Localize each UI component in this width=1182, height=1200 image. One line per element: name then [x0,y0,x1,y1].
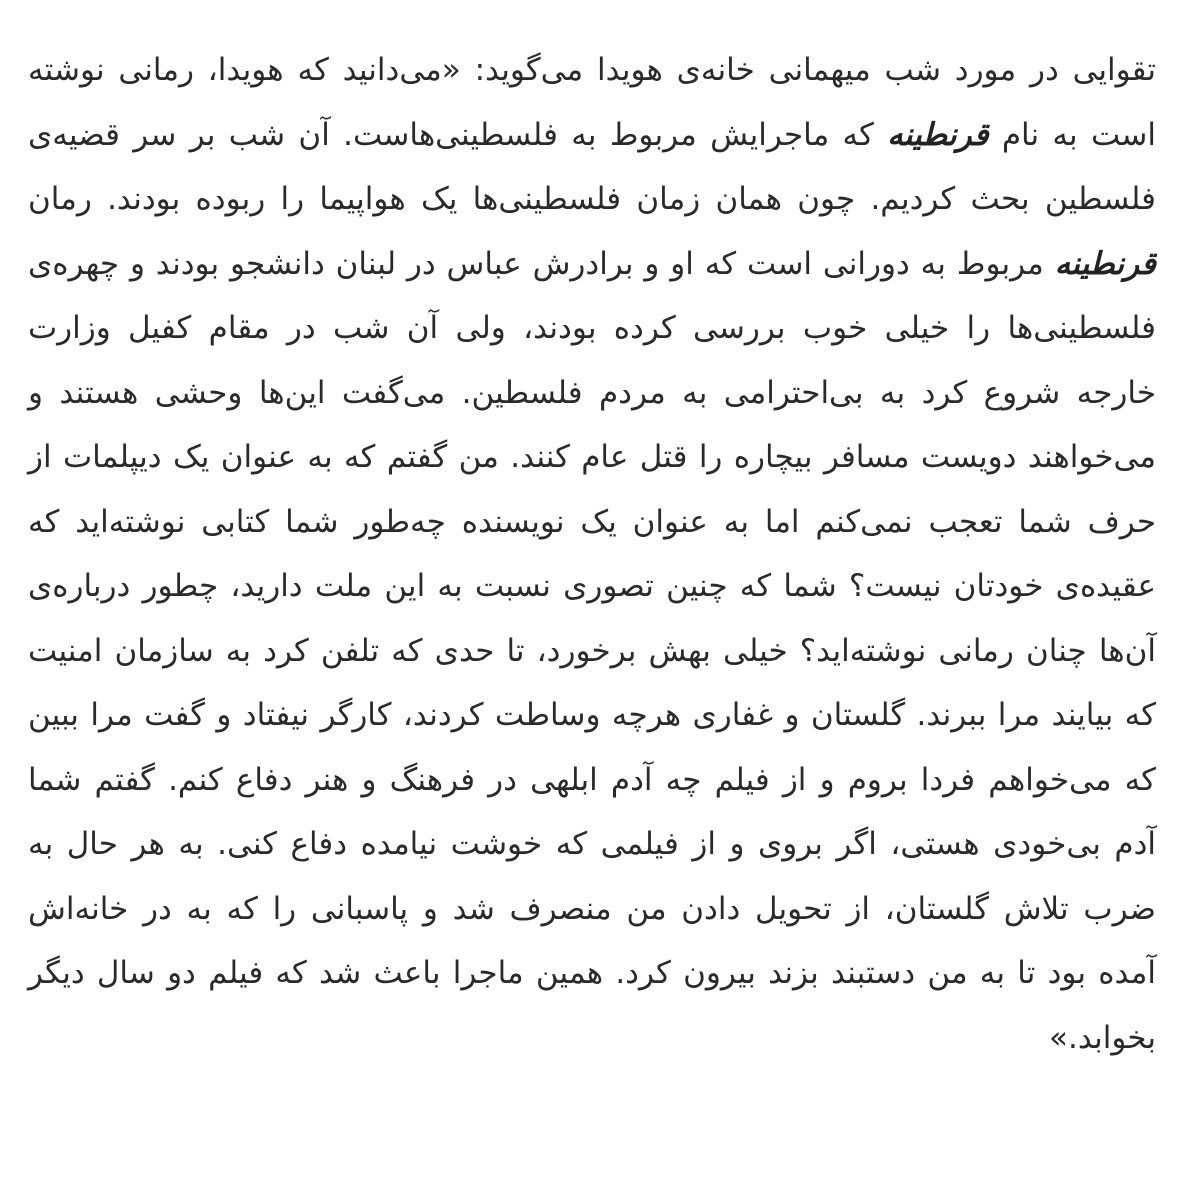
book-title-emphasis: قرنطینه [887,116,989,153]
paragraph-text-part-2: که ماجرایش مربوط به فلسطینی‌هاست. آن شب بر سر قضیه‌ی فلسطین بحث کردیم. چون همان زمان فلسطینی‌ها یک هواپیما را ربوده بودند. رمان [28,116,1156,217]
book-title-emphasis-2: قرنطینه [1054,245,1156,282]
paragraph-text-part-3: مربوط به دورانی است که او و برادرش عباس در لبنان دانشجو بودند و چهره‌ی فلسطینی‌ها را خیلی خوب بررسی کرده بودند، ولی آن شب در مقام کفیل وزارت خارجه شروع کرد به بی‌احترامی به مردم فلسطین. می‌گفت این‌ها وحشی هستند و می‌خواهند دویست مسافر بیچاره را قتل عام کنند. من گفتم که به عنوان یک دیپلمات از حرف شما تعجب نمی‌کنم اما به عنوان یک نویسنده چه‌طور شما کتابی نوشته‌اید که عقیده‌ی خودتان نیست؟ شما که چنین تصوری نسبت به این ملت دارید، چطور درباره‌ی آن‌ها چنان رمانی نوشته‌اید؟ خیلی بهش برخورد، تا حدی که تلفن کرد به سازمان امنیت که بیایند مرا ببرند. گلستان و غفاری هرچه وساطت کردند، کارگر نیفتاد و گفت مرا ببین که می‌خواهم فردا بروم و از فیلم چه آدم ابلهی در فرهنگ و هنر دفاع کنم. گفتم شما آدم بی‌خودی هستی، اگر بروی و از فیلمی که خوشت نیامده دفاع کنی. به هر حال به ضرب تلاش گلستان، از تحویل دادن من منصرف شد و پاسبانی را که به در خانه‌اش آمده بود تا به من دستبند بزند بیرون کرد. همین ماجرا باعث شد که فیلم دو سال دیگر بخوابد.» [28,245,1156,1056]
quote-paragraph [28,38,1156,1070]
paragraph-text-part-1: تقوایی در مورد شب میهمانی خانه‌ی هویدا می‌گوید: «می‌دانید که هویدا، رمانی نوشته است به نام [28,52,1157,153]
